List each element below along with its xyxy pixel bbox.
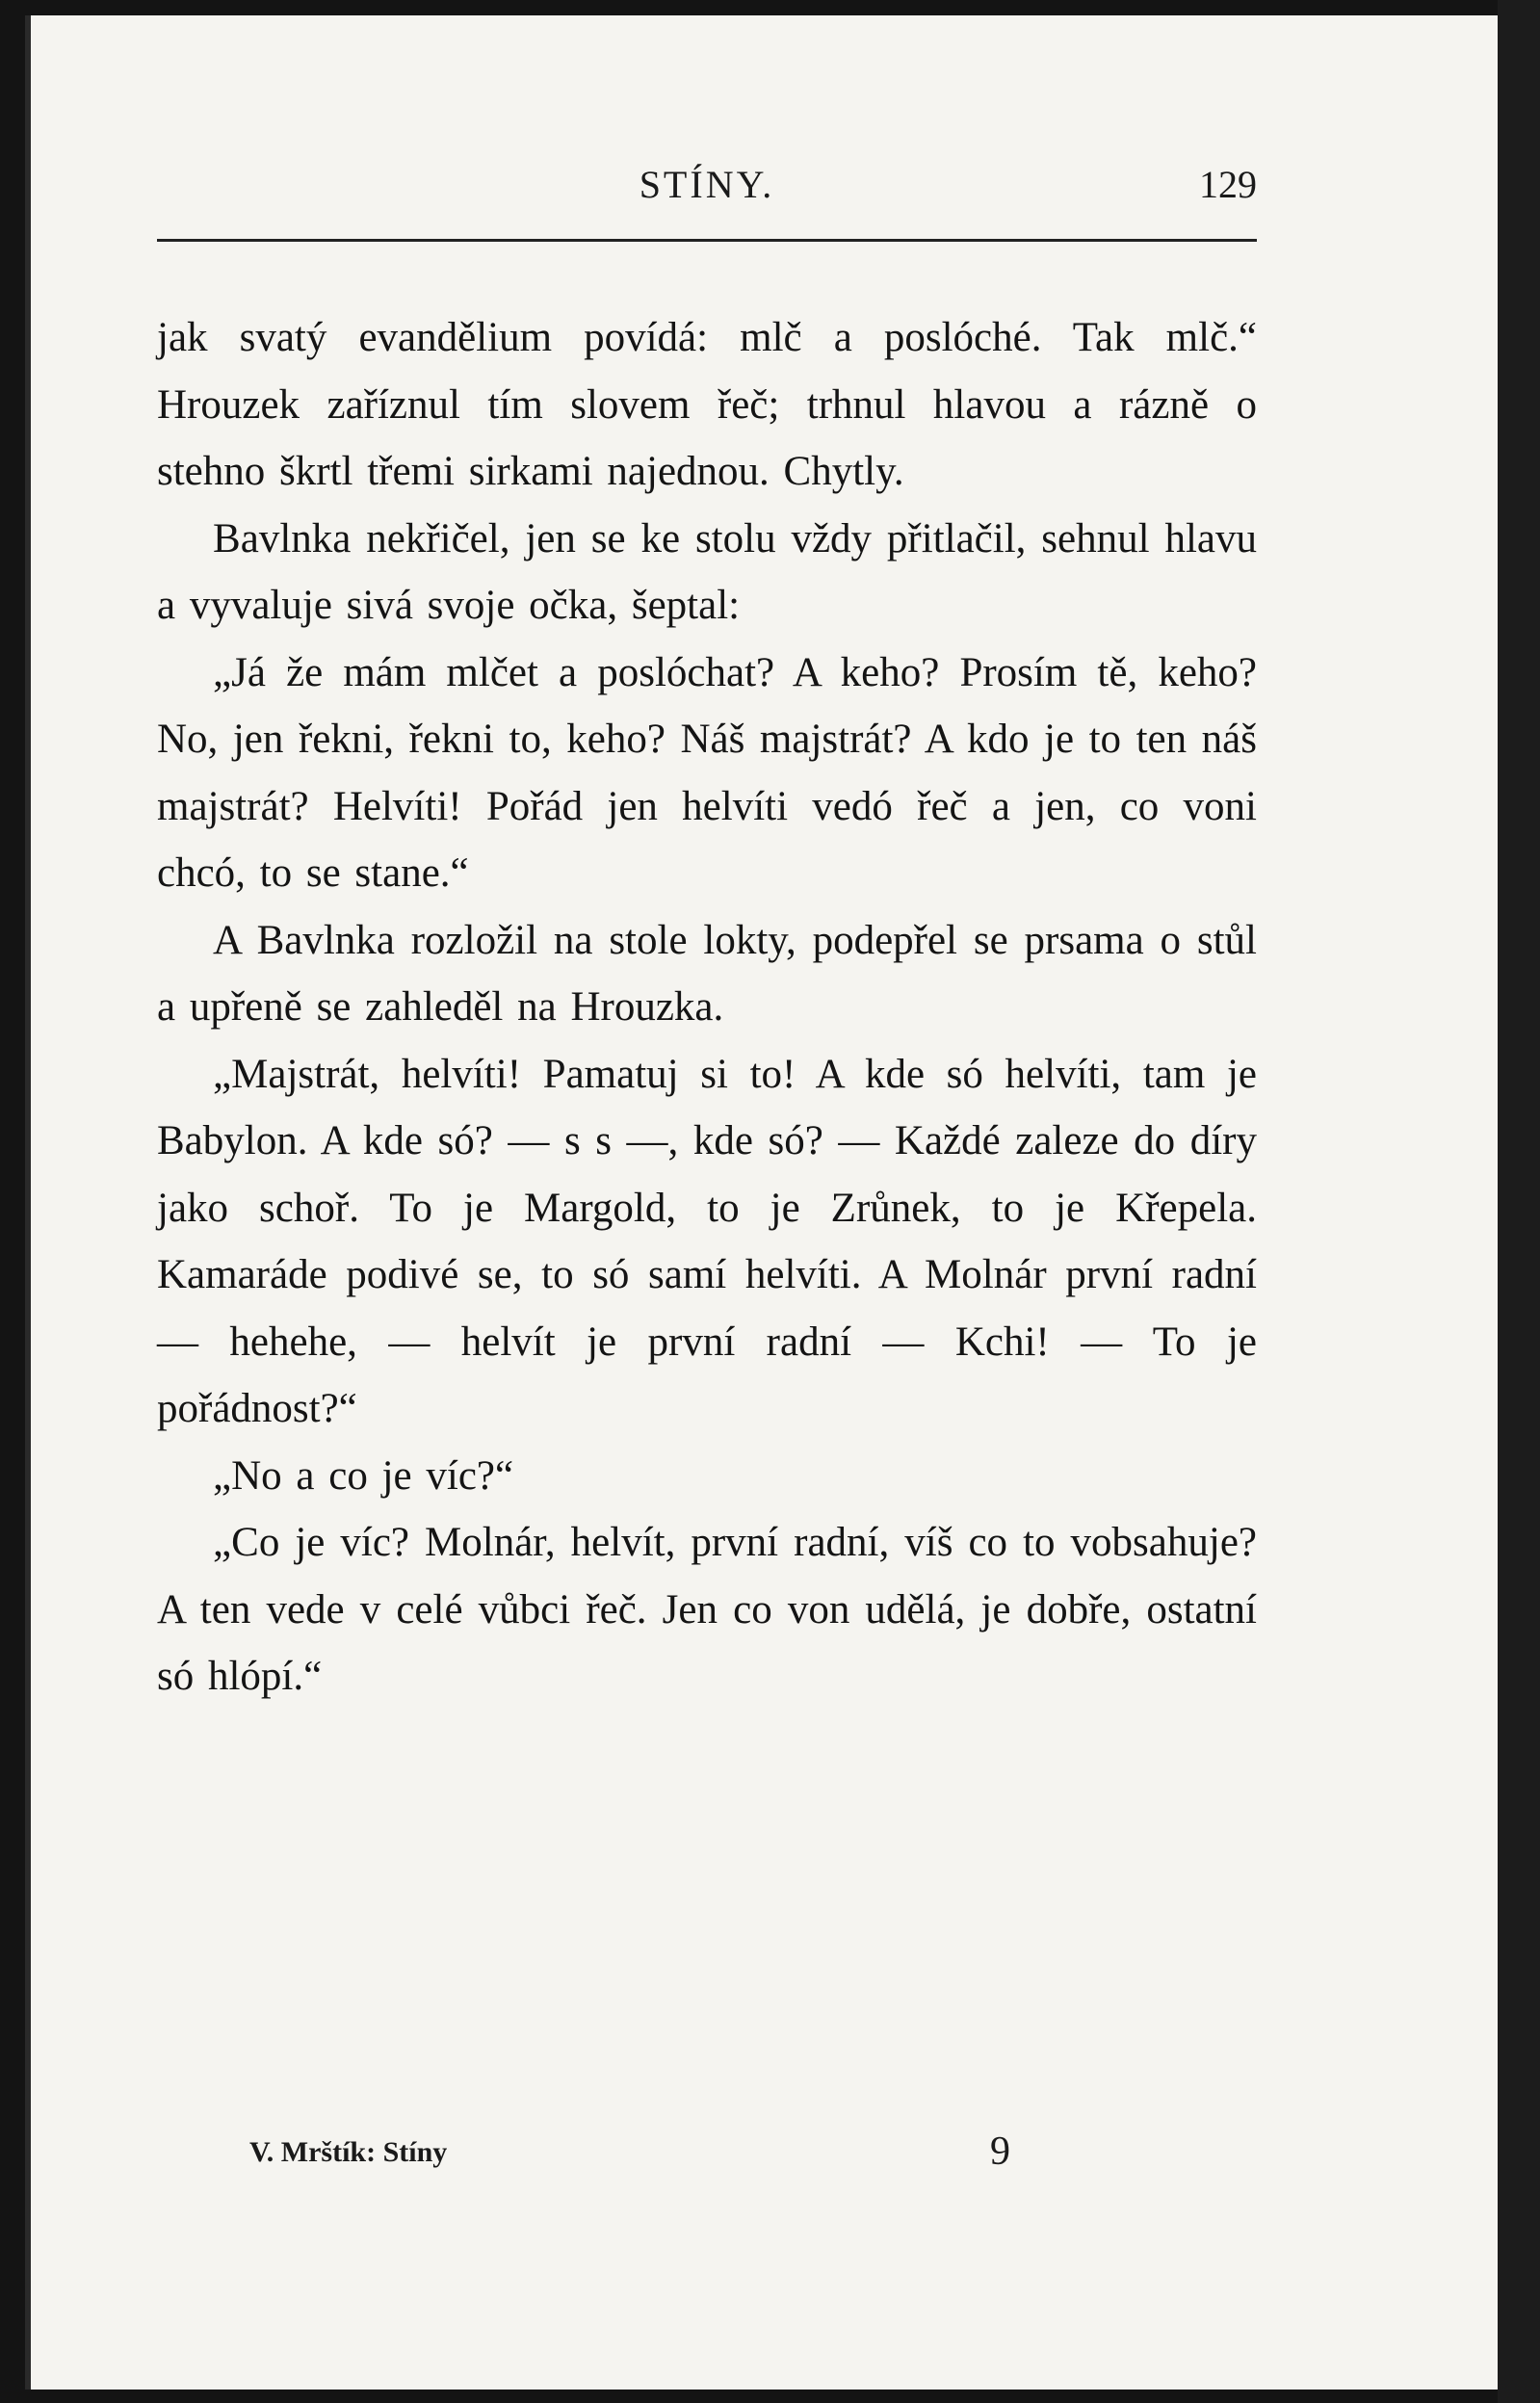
body-text <box>157 304 1257 1711</box>
paragraph: „Majstrát, helvíti! Pamatuj si to! A kde só helvíti, tam je Babylon. A kde só? — s s —, kde só? — Každé zaleze do díry jako schoř. To je Margold, to je Zrůnek, to je Křepela. Kamaráde podivé se, to só samí helvíti. A Molnár první radní — hehehe, — helvít je první radní — Kchi! — To je pořádnost?“ <box>157 1051 1257 1431</box>
signature-mark: 9 <box>990 2129 1010 2174</box>
paragraph: Bavlnka nekřičel, jen se ke stolu vždy přitlačil, sehnul hlavu a vyvaluje sivá svoje očka, šeptal: <box>157 515 1257 628</box>
paragraph: A Bavlnka rozložil na stole lokty, podepřel se prsama o stůl a upřeně se zahleděl na Hrouzka. <box>157 917 1257 1030</box>
paragraph: „Já že mám mlčet a poslóchat? A keho? Prosím tě, keho? No, jen řekni, řekni to, keho? Náš majstrát? A kdo je to ten náš majstrát? Helvíti! Pořád jen helvíti vedó řeč a jen, co voni chcó, to se stane.“ <box>157 649 1257 896</box>
page-footer <box>157 2129 1257 2186</box>
page-number: 129 <box>1199 163 1257 206</box>
header-rule <box>157 239 1257 242</box>
footer-signature: V. Mrštík: Stíny <box>249 2136 448 2168</box>
page-header <box>157 162 1257 220</box>
paragraph: „No a co je víc?“ <box>213 1452 514 1499</box>
scan-edge <box>1498 0 1540 2403</box>
paragraph: „Co je víc? Molnár, helvít, první radní, víš co to vobsahuje? A ten vede v celé vůbci řeč. Jen co von udělá, je dobře, ostatní só hlópí.“ <box>157 1520 1257 1699</box>
paragraph: jak svatý evandělium povídá: mlč a poslóché. Tak mlč.“ Hrouzek zaříznul tím slovem řeč; trhnul hlavou a rázně o stehno škrtl třemi sirkami najednou. Chytly. <box>157 315 1257 494</box>
running-head: STÍNY. <box>639 163 775 206</box>
